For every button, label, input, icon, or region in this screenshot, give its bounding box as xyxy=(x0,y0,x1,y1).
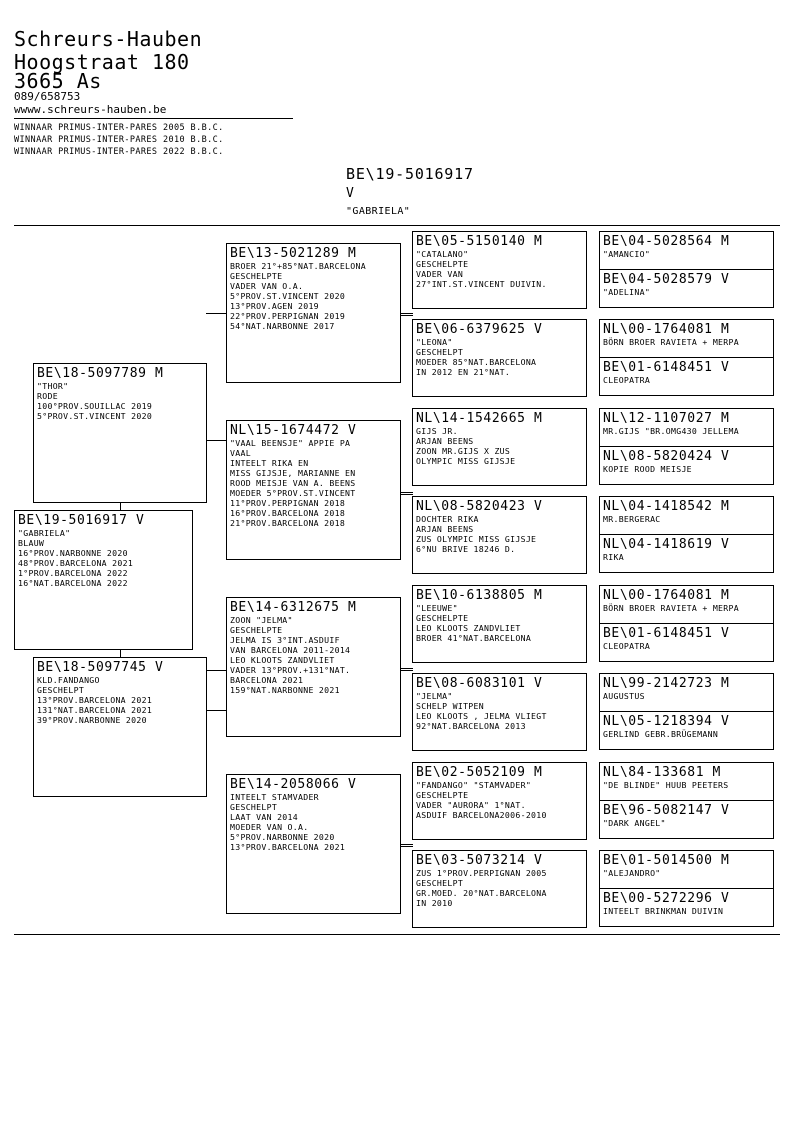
connector-line xyxy=(206,710,227,711)
pigeon-detail-line: BÖRN BROER RAVIETA + MERPA xyxy=(603,603,739,613)
pigeon-detail-line: "LEEUWE" xyxy=(416,603,458,613)
pigeon-detail-line: GESCHELPTE xyxy=(416,259,469,269)
pigeon-box-gen5[interactable] xyxy=(599,711,774,750)
pigeon-box-gen4[interactable] xyxy=(412,673,587,751)
pigeon-detail-line: DOCHTER RIKA xyxy=(416,514,479,524)
pigeon-detail-line: 5°PROV.ST.VINCENT 2020 xyxy=(230,291,346,301)
ring-number: NL\12-1107027 M xyxy=(603,411,730,426)
pigeon-detail-line: LEO KLOOTS ZANDVLIET xyxy=(416,623,521,633)
connector-line xyxy=(120,649,121,657)
pigeon-detail-line: BLAUW xyxy=(18,538,45,548)
pigeon-box-gen5[interactable] xyxy=(599,762,774,801)
pigeon-detail-line: 21°PROV.BARCELONA 2018 xyxy=(230,518,346,528)
pigeon-detail-line: GESCHELPT xyxy=(416,347,464,357)
ring-number: BE\14-2058066 V xyxy=(230,777,357,792)
pigeon-detail-line: IN 2010 xyxy=(416,898,453,908)
pigeon-detail-line: VADER 13°PROV.+131°NAT. xyxy=(230,665,351,675)
ring-number: NL\00-1764081 M xyxy=(603,588,730,603)
ring-number: BE\18-5097745 V xyxy=(37,660,164,675)
connector-line xyxy=(400,315,413,316)
pigeon-box-gen4[interactable] xyxy=(412,231,587,309)
pigeon-detail-line: BROER 41°NAT.BARCELONA xyxy=(416,633,532,643)
pigeon-detail-line: OLYMPIC MISS GIJSJE xyxy=(416,456,516,466)
ring-number: BE\04-5028564 M xyxy=(603,234,730,249)
connector-line xyxy=(400,668,413,669)
ring-number: BE\10-6138805 M xyxy=(416,588,543,603)
pigeon-detail-line: RIKA xyxy=(603,552,624,562)
pigeon-detail-line: "FANDANGO" "STAMVADER" xyxy=(416,780,532,790)
ring-number: BE\04-5028579 V xyxy=(603,272,730,287)
pigeon-detail-line: GR.MOED. 20°NAT.BARCELONA xyxy=(416,888,547,898)
header-underline xyxy=(14,118,293,119)
pigeon-box-gen5[interactable] xyxy=(599,319,774,358)
pigeon-detail-line: 16°PROV.NARBONNE 2020 xyxy=(18,548,128,558)
loft-city: 3665 As xyxy=(14,69,102,93)
ring-number: NL\08-5820424 V xyxy=(603,449,730,464)
pigeon-detail-line: "THOR" xyxy=(37,381,69,391)
pigeon-detail-line: 13°PROV.BARCELONA 2021 xyxy=(230,842,346,852)
ring-number: BE\03-5073214 V xyxy=(416,853,543,868)
pigeon-detail-line: 100°PROV.SOUILLAC 2019 xyxy=(37,401,153,411)
connector-line xyxy=(400,844,413,845)
pigeon-box-gen5[interactable] xyxy=(599,231,774,270)
pigeon-detail-line: GESCHELPTE xyxy=(416,790,469,800)
pigeon-detail-line: GESCHELPTE xyxy=(230,625,283,635)
pigeon-detail-line: BÖRN BROER RAVIETA + MERPA xyxy=(603,337,739,347)
pigeon-detail-line: IN 2012 EN 21°NAT. xyxy=(416,367,511,377)
pigeon-detail-line: ZUS OLYMPIC MISS GIJSJE xyxy=(416,534,537,544)
connector-line xyxy=(400,670,413,671)
award-line: WINNAAR PRIMUS-INTER-PARES 2005 B.B.C. xyxy=(14,123,224,133)
pigeon-detail-line: BROER 21°+85°NAT.BARCELONA xyxy=(230,261,366,271)
pigeon-detail-line: GIJS JR. xyxy=(416,426,458,436)
ring-number: NL\00-1764081 M xyxy=(603,322,730,337)
pigeon-detail-line: 1°PROV.BARCELONA 2022 xyxy=(18,568,128,578)
pigeon-detail-line: 16°NAT.BARCELONA 2022 xyxy=(18,578,128,588)
pigeon-detail-line: 11°PROV.PERPIGNAN 2018 xyxy=(230,498,346,508)
pigeon-detail-line: VADER "AURORA" 1°NAT. xyxy=(416,800,526,810)
ring-number: BE\01-6148451 V xyxy=(603,626,730,641)
connector-line xyxy=(206,670,227,671)
pigeon-detail-line: LEO KLOOTS , JELMA VLIEGT xyxy=(416,711,547,721)
pigeon-detail-line: MR.GIJS "BR.OMG430 JELLEMA xyxy=(603,426,739,436)
subject-sex: V xyxy=(346,186,354,201)
pigeon-detail-line: "JELMA" xyxy=(416,691,453,701)
ring-number: BE\14-6312675 M xyxy=(230,600,357,615)
ring-number: BE\96-5082147 V xyxy=(603,803,730,818)
pigeon-detail-line: 39°PROV.NARBONNE 2020 xyxy=(37,715,147,725)
pigeon-detail-line: JELMA IS 3°INT.ASDUIF xyxy=(230,635,340,645)
pigeon-detail-line: VADER VAN O.A. xyxy=(230,281,304,291)
pigeon-detail-line: GESCHELPTE xyxy=(416,613,469,623)
ring-number: NL\84-133681 M xyxy=(603,765,721,780)
ring-number: BE\00-5272296 V xyxy=(603,891,730,906)
pigeon-detail-line: 27°INT.ST.VINCENT DUIVIN. xyxy=(416,279,547,289)
pigeon-detail-line: "VAAL BEENSJE" APPIE PA xyxy=(230,438,351,448)
pigeon-box-dam[interactable] xyxy=(33,657,207,797)
pigeon-box-gen5[interactable] xyxy=(599,623,774,662)
pigeon-detail-line: VAAL xyxy=(230,448,251,458)
pigeon-detail-line: KLD.FANDANGO xyxy=(37,675,100,685)
pigeon-detail-line: "AMANCIO" xyxy=(603,249,651,259)
ring-number: BE\08-6083101 V xyxy=(416,676,543,691)
ring-number: NL\05-1218394 V xyxy=(603,714,730,729)
pigeon-box-gen5[interactable] xyxy=(599,585,774,624)
ring-number: BE\18-5097789 M xyxy=(37,366,164,381)
pigeon-detail-line: MOEDER VAN O.A. xyxy=(230,822,309,832)
ring-number: BE\01-6148451 V xyxy=(603,360,730,375)
pigeon-box-gen5[interactable] xyxy=(599,534,774,573)
pigeon-box-gen3[interactable] xyxy=(226,597,401,737)
pigeon-detail-line: BARCELONA 2021 xyxy=(230,675,304,685)
pigeon-detail-line: MR.BERGERAC xyxy=(603,514,661,524)
pigeon-detail-line: "CATALANO" xyxy=(416,249,469,259)
pigeon-detail-line: ASDUIF BARCELONA2006-2010 xyxy=(416,810,547,820)
pigeon-box-gen4[interactable] xyxy=(412,850,587,928)
ring-number: NL\04-1418619 V xyxy=(603,537,730,552)
pigeon-detail-line: GESCHELPT xyxy=(416,878,464,888)
pigeon-box-gen3[interactable] xyxy=(226,420,401,560)
pigeon-box-gen4[interactable] xyxy=(412,408,587,486)
loft-phone: 089/658753 xyxy=(14,90,81,103)
loft-street: Hoogstraat 180 xyxy=(14,50,190,74)
ring-number: NL\99-2142723 M xyxy=(603,676,730,691)
ring-number: BE\05-5150140 M xyxy=(416,234,543,249)
pigeon-detail-line: KOPIE ROOD MEISJE xyxy=(603,464,692,474)
pigeon-detail-line: SCHELP WITPEN xyxy=(416,701,484,711)
pigeon-detail-line: "LEONA" xyxy=(416,337,453,347)
pigeon-detail-line: 131°NAT.BARCELONA 2021 xyxy=(37,705,153,715)
pigeon-detail-line: 54°NAT.NARBONNE 2017 xyxy=(230,321,335,331)
pigeon-detail-line: 92°NAT.BARCELONA 2013 xyxy=(416,721,526,731)
pigeon-box-gen5[interactable] xyxy=(599,446,774,485)
loft-website[interactable]: wwww.schreurs-hauben.be xyxy=(14,103,167,116)
pigeon-detail-line: 6°NU BRIVE 18246 D. xyxy=(416,544,516,554)
pigeon-detail-line: ZOON "JELMA" xyxy=(230,615,293,625)
pigeon-detail-line: 5°PROV.NARBONNE 2020 xyxy=(230,832,335,842)
pigeon-box-gen5[interactable] xyxy=(599,888,774,927)
award-line: WINNAAR PRIMUS-INTER-PARES 2022 B.B.C. xyxy=(14,147,224,157)
connector-line xyxy=(206,313,227,314)
pigeon-box-sire[interactable] xyxy=(33,363,207,503)
pigeon-box-gen3[interactable] xyxy=(226,774,401,914)
ring-number: NL\15-1674472 V xyxy=(230,423,357,438)
subject-name: "GABRIELA" xyxy=(346,206,411,217)
pigeon-detail-line: ARJAN BEENS xyxy=(416,436,474,446)
connector-line xyxy=(206,440,227,441)
pigeon-box-gen5[interactable] xyxy=(599,850,774,889)
pigeon-detail-line: "DARK ANGEL" xyxy=(603,818,666,828)
pigeon-detail-line: 159°NAT.NARBONNE 2021 xyxy=(230,685,340,695)
pigeon-detail-line: INTEELT RIKA EN xyxy=(230,458,309,468)
pigeon-box-gen4[interactable] xyxy=(412,496,587,574)
pigeon-detail-line: 48°PROV.BARCELONA 2021 xyxy=(18,558,134,568)
pigeon-box-gen4[interactable] xyxy=(412,319,587,397)
connector-line xyxy=(120,502,121,510)
pigeon-detail-line: "ALEJANDRO" xyxy=(603,868,661,878)
pigeon-detail-line: 22°PROV.PERPIGNAN 2019 xyxy=(230,311,346,321)
pigeon-box-gen5[interactable] xyxy=(599,673,774,712)
subject-ring: BE\19-5016917 xyxy=(346,165,474,183)
pigeon-box-gen5[interactable] xyxy=(599,800,774,839)
pigeon-box-gen5[interactable] xyxy=(599,357,774,396)
bottom-rule xyxy=(14,934,780,935)
ring-number: NL\08-5820423 V xyxy=(416,499,543,514)
pigeon-detail-line: 16°PROV.BARCELONA 2018 xyxy=(230,508,346,518)
pigeon-detail-line: GERLIND GEBR.BRÜGEMANN xyxy=(603,729,719,739)
pigeon-box-gen5[interactable] xyxy=(599,408,774,447)
pigeon-detail-line: GESCHELPT xyxy=(230,802,278,812)
pigeon-box-gen3[interactable] xyxy=(226,243,401,383)
pigeon-detail-line: LEO KLOOTS ZANDVLIET xyxy=(230,655,335,665)
pigeon-detail-line: LAAT VAN 2014 xyxy=(230,812,298,822)
pigeon-detail-line: CLEOPATRA xyxy=(603,641,651,651)
ring-number: BE\13-5021289 M xyxy=(230,246,357,261)
loft-name: Schreurs-Hauben xyxy=(14,27,203,51)
award-line: WINNAAR PRIMUS-INTER-PARES 2010 B.B.C. xyxy=(14,135,224,145)
pigeon-box-gen4[interactable] xyxy=(412,762,587,840)
pigeon-detail-line: INTEELT BRINKMAN DUIVIN xyxy=(603,906,724,916)
connector-line xyxy=(400,313,413,314)
pigeon-detail-line: GESCHELPT xyxy=(37,685,85,695)
pigeon-detail-line: ZUS 1°PROV.PERPIGNAN 2005 xyxy=(416,868,547,878)
ring-number: BE\02-5052109 M xyxy=(416,765,543,780)
ring-number: BE\01-5014500 M xyxy=(603,853,730,868)
pigeon-box-gen5[interactable] xyxy=(599,269,774,308)
connector-line xyxy=(400,846,413,847)
pigeon-detail-line: VADER VAN xyxy=(416,269,464,279)
pigeon-detail-line: AUGUSTUS xyxy=(603,691,645,701)
ring-number: BE\19-5016917 V xyxy=(18,513,145,528)
pigeon-detail-line: ROOD MEISJE VAN A. BEENS xyxy=(230,478,356,488)
ring-number: NL\04-1418542 M xyxy=(603,499,730,514)
ring-number: BE\06-6379625 V xyxy=(416,322,543,337)
pigeon-detail-line: MOEDER 5°PROV.ST.VINCENT xyxy=(230,488,356,498)
top-rule xyxy=(14,225,780,226)
pigeon-detail-line: MISS GIJSJE, MARIANNE EN xyxy=(230,468,356,478)
pigeon-detail-line: 13°PROV.BARCELONA 2021 xyxy=(37,695,153,705)
pigeon-detail-line: GESCHELPTE xyxy=(230,271,283,281)
pigeon-box-root[interactable] xyxy=(14,510,193,650)
pigeon-detail-line: "ADELINA" xyxy=(603,287,651,297)
pigeon-detail-line: ZOON MR.GIJS X ZUS xyxy=(416,446,511,456)
pigeon-detail-line: RODE xyxy=(37,391,58,401)
pigeon-detail-line: "DE BLINDE" HUUB PEETERS xyxy=(603,780,729,790)
pigeon-detail-line: 5°PROV.ST.VINCENT 2020 xyxy=(37,411,153,421)
connector-line xyxy=(400,492,413,493)
pigeon-detail-line: INTEELT STAMVADER xyxy=(230,792,319,802)
pigeon-box-gen5[interactable] xyxy=(599,496,774,535)
pigeon-detail-line: VAN BARCELONA 2011-2014 xyxy=(230,645,351,655)
pigeon-detail-line: CLEOPATRA xyxy=(603,375,651,385)
pigeon-detail-line: ARJAN BEENS xyxy=(416,524,474,534)
pigeon-detail-line: MOEDER 85°NAT.BARCELONA xyxy=(416,357,537,367)
ring-number: NL\14-1542665 M xyxy=(416,411,543,426)
pigeon-box-gen4[interactable] xyxy=(412,585,587,663)
pigeon-detail-line: 13°PROV.AGEN 2019 xyxy=(230,301,319,311)
connector-line xyxy=(400,494,413,495)
pigeon-detail-line: "GABRIELA" xyxy=(18,528,71,538)
